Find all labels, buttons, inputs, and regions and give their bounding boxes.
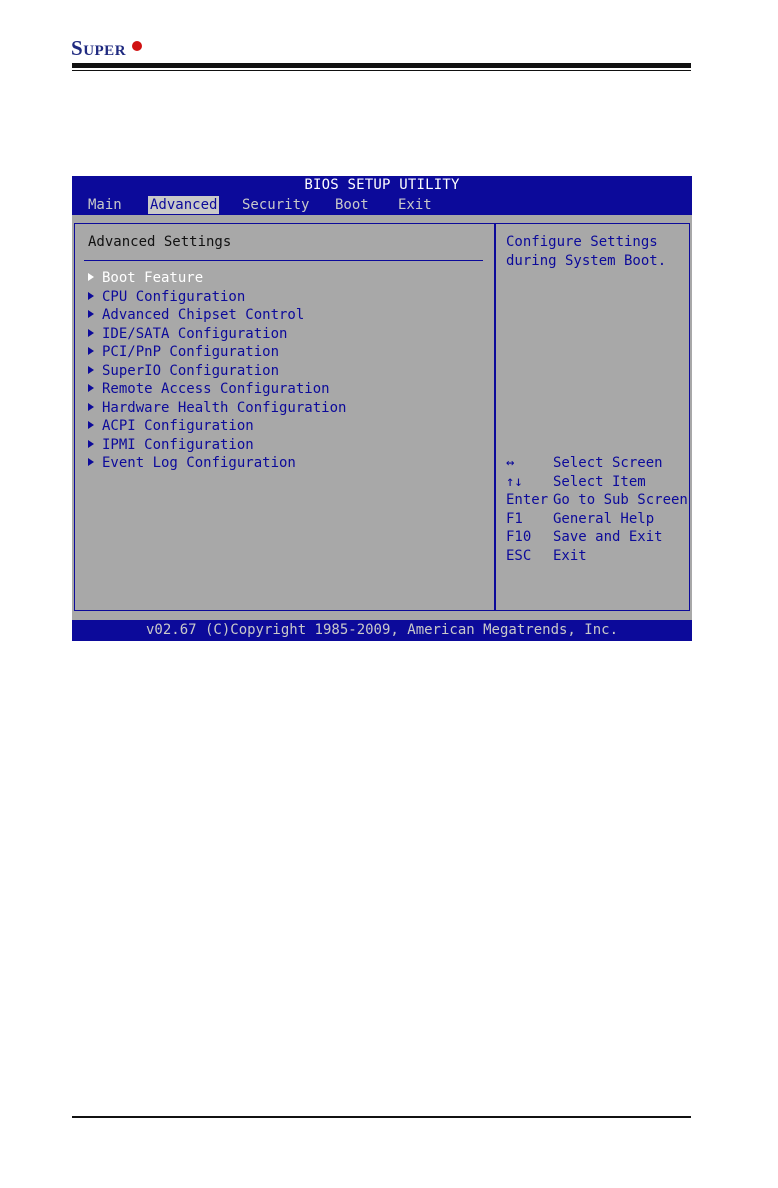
help-text xyxy=(506,233,666,271)
submenu-arrow-icon xyxy=(88,273,94,281)
menu-item-acpi-configuration[interactable] xyxy=(88,417,346,436)
bios-screen xyxy=(72,176,692,641)
logo-dot-icon xyxy=(132,41,142,51)
key-row-exit xyxy=(506,547,688,566)
submenu-arrow-icon xyxy=(88,458,94,466)
bios-title-bar: BIOS SETUP UTILITY xyxy=(72,176,692,195)
help-line: Configure Settings xyxy=(506,234,658,250)
key-action: General Help xyxy=(553,510,655,527)
menu-item-remote-access-configuration[interactable] xyxy=(88,380,346,399)
key-row-save-exit xyxy=(506,528,688,547)
submenu-arrow-icon xyxy=(88,292,94,300)
header-rule-thick xyxy=(72,63,691,68)
key-row-sub-screen xyxy=(506,491,688,510)
menu-item-label: PCI/PnP Configuration xyxy=(102,344,280,360)
tab-security[interactable]: Security xyxy=(242,197,310,213)
menu-item-label: Boot Feature xyxy=(102,270,204,286)
key-action: Exit xyxy=(553,547,587,564)
logo-initial: S xyxy=(71,36,84,60)
key-row-general-help xyxy=(506,510,688,529)
menu-item-superio-configuration[interactable] xyxy=(88,362,346,381)
menu-item-label: CPU Configuration xyxy=(102,288,246,305)
menu-item-ipmi-configuration[interactable] xyxy=(88,436,346,455)
menu-item-label: Event Log Configuration xyxy=(102,455,296,471)
tab-main[interactable]: Main xyxy=(88,197,122,213)
advanced-menu-list xyxy=(88,269,346,473)
submenu-arrow-icon xyxy=(88,329,94,337)
submenu-arrow-icon xyxy=(88,403,94,411)
submenu-arrow-icon xyxy=(88,440,94,448)
menu-item-label: SuperIO Configuration xyxy=(102,362,280,379)
key-label: F1 xyxy=(506,510,523,527)
logo-rest: UPER xyxy=(83,43,127,59)
submenu-arrow-icon xyxy=(88,421,94,429)
key-row-select-screen xyxy=(506,454,688,473)
submenu-arrow-icon xyxy=(88,347,94,355)
menu-item-label: IPMI Configuration xyxy=(102,436,254,453)
menu-item-label: IDE/SATA Configuration xyxy=(102,325,288,342)
key-label: F10 xyxy=(506,529,532,545)
key-label: Enter xyxy=(506,492,549,508)
header-rule-thin xyxy=(72,70,691,71)
menu-item-pci-pnp-configuration[interactable] xyxy=(88,343,346,362)
key-row-select-item xyxy=(506,473,688,492)
menu-item-ide-sata-configuration[interactable] xyxy=(88,325,346,344)
key-action: Go to Sub Screen xyxy=(553,492,688,508)
supermicro-logo xyxy=(71,36,126,61)
bios-menu-bar xyxy=(72,195,692,215)
submenu-arrow-icon xyxy=(88,310,94,318)
menu-item-label: Remote Access Configuration xyxy=(102,381,330,397)
submenu-arrow-icon xyxy=(88,384,94,392)
menu-item-advanced-chipset-control[interactable] xyxy=(88,306,346,325)
tab-boot[interactable]: Boot xyxy=(335,197,369,213)
menu-item-hardware-health-configuration[interactable] xyxy=(88,399,346,418)
copyright-footer: v02.67 (C)Copyright 1985-2009, American Megatrends, Inc. xyxy=(72,620,692,641)
page-footer-rule xyxy=(72,1116,691,1118)
pane-divider xyxy=(494,223,496,611)
help-line: during System Boot. xyxy=(506,253,667,269)
menu-item-cpu-configuration[interactable] xyxy=(88,288,346,307)
menu-item-label: ACPI Configuration xyxy=(102,418,254,434)
left-right-arrow-icon: ↔ xyxy=(506,455,515,471)
key-legend xyxy=(506,454,688,565)
key-label: ESC xyxy=(506,547,532,564)
key-action: Save and Exit xyxy=(553,529,663,545)
submenu-arrow-icon xyxy=(88,366,94,374)
section-divider xyxy=(84,260,483,261)
section-title: Advanced Settings xyxy=(88,234,232,250)
tab-advanced[interactable]: Advanced xyxy=(150,197,218,213)
menu-item-boot-feature[interactable] xyxy=(88,269,346,288)
key-action: Select Screen xyxy=(553,455,663,471)
menu-item-label: Hardware Health Configuration xyxy=(102,399,347,416)
tab-exit[interactable]: Exit xyxy=(398,197,432,213)
key-action: Select Item xyxy=(553,473,646,490)
menu-item-event-log-configuration[interactable] xyxy=(88,454,346,473)
menu-item-label: Advanced Chipset Control xyxy=(102,307,305,323)
up-down-arrow-icon: ↑↓ xyxy=(506,473,523,490)
